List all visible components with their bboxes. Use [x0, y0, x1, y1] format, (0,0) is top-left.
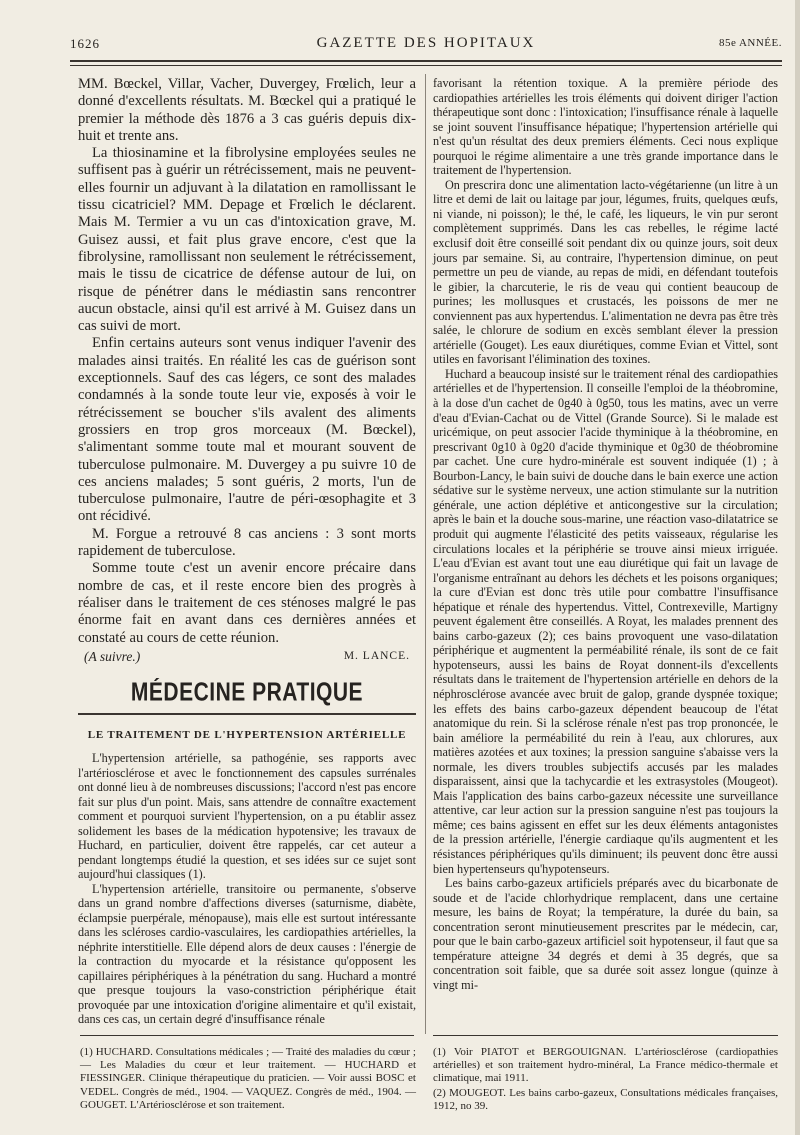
paragraph: favorisant la rétention toxique. A la première période des cardiopathies artérielles les trois éléments qui doivent diriger l'action thérapeutique sont donc : l'intoxication; l'insuffisance rénale à laquelle se joint souvent l'insuffisance hépatique; l'hypertension artérielle qui n'est qu'un résultat des deux premiers éléments. Ceci nous explique pourquoi le régime alimentaire a une très grande importance dans le traitement de l'hypertension. [433, 76, 778, 178]
section-title: MÉDECINE PRATIQUE [130, 678, 364, 707]
article-signature [78, 648, 416, 665]
left-column [78, 76, 416, 1027]
footnotes-left [80, 1046, 416, 1113]
footnote-rule-right [433, 1035, 778, 1036]
paragraph: Huchard a beaucoup insisté sur le traitement rénal des cardiopathies artérielles et de l'hypertension. Il conseille l'emploi de la théobromine, à la dose d'un cachet de 0g40 à 0g50, tous les matins, avec un verre d'eau d'Evian-Cachat ou de Vittel (Grande Source). Si le malade est uricémique, on peut associer l'acide thyminique à la théobromine, en prescrivant 0g10 à 0g20 d'acide thyminique et 0g30 de théobromine par cachet. Une cure hydro-minérale est souvent indiquée (1) ; à Bourbon-Lancy, le bain suivi de douche dans le bain exerce une action sédative sur le système nerveux, une action stimulante sur la nutrition générale, une action déplétive et anticongestive sur la circulation; après le bain et la douche sous-marine, une réaction vaso-dilatatrice se produit qui augmente l'élasticité des petits vaisseaux, régularise les circulations locales et la périphérie se trouve ainsi mieux irriguée. L'eau d'Evian est avant tout une eau diurétique qui fait un lavage de l'organisme entraînant au dehors les déchets et les poisons organiques; la cure d'Evian est donc très utile pour combattre l'insuffisance hépatique et rénale des hypertendus. Vittel, Contrexeville, Martigny peuvent également être conseillés. A Royat, les malades prennent des bains carbo-gazeux (2); ces bains provoquent une vaso-dilatation périphérique et augmentent la perméabilité rénale, ils sont de ce fait hypotenseurs, aussi les bains de Royat donnent-ils d'excellents résultats dans le traitement de l'hypertension artérielle en dehors de la néphrosclérose avancée avec bruit de galop, grande dyspnée toxique; les effets des bains carbo-gazeux dépendent beaucoup de l'état anatomique du rein. Si la sclérose rénale n'est pas trop prononcée, le bain améliore la perméabilité du rein à l'eau, aux chlorures, aux matières azotées et aux toxines; la pression sanguine s'abaisse vers la normale, les divers troubles subjectifs accusés par les malades disparaissent, ainsi que la tachycardie et les extrasystoles (Mougeot). Mais l'application des bains carbo-gazeux nécessite une surveillance attentive, car leur action sur la pression sanguine n'est pas toujours la même; ces bains agissent en effet sur les deux éléments antagonistes de la pression artérielle, l'énergie cardiaque qu'ils augmentent et les résistances périphériques qu'ils diminuent; ils peuvent donc être aussi bien hypertenseurs qu'hypotenseurs. [433, 366, 778, 876]
paragraph: M. Forgue a retrouvé 8 cas anciens : 3 sont morts rapidement de tuberculose. [78, 525, 416, 560]
to-be-continued: (A suivre.) [84, 648, 141, 664]
footnote: (1) HUCHARD. Consultations médicales ; — Traité des maladies du cœur ; — Les Maladies du cœur et leur traitement. — HUCHARD et FIESSINGER. Clinique thérapeutique du praticien. — Voir aussi BOSC et VEDEL. Congrès de méd., 1904. — VAQUEZ. Congrès de méd., 1904. — GOUGET. L'Artériosclérose et son traitement. [80, 1046, 416, 1111]
header-rule-thick [70, 60, 782, 62]
journal-title: GAZETTE DES HOPITAUX [316, 35, 536, 51]
previous-article-end [78, 76, 416, 665]
footnote: (2) MOUGEOT. Les bains carbo-gazeux, Consultations médicales françaises, 1912, no 39. [433, 1086, 778, 1112]
paragraph: L'hypertension artérielle, sa pathogénie, ses rapports avec l'artériosclérose et avec le fonctionnement des capsules surrénales ont donné lieu à de nombreuses discussions; l'accord n'est pas encore fait sur plus d'un point. Mais, sans attendre de connaître exactement comment et pourquoi survient l'hypertension, on a pu établir assez solidement les bases de la médication hypotensive; les travaux de Huchard, en particulier, doivent être rappelés, car cet auteur a pendant longtemps étudié la question, et ses idées sur ce sujet sont aujourd'hui classiques (1). [78, 751, 416, 882]
running-header [70, 36, 782, 56]
volume-year: 85e ANNÉE. [718, 37, 782, 49]
footnotes-right [433, 1046, 778, 1114]
paragraph: Enfin certains auteurs sont venus indiquer l'avenir des malades ainsi traités. En réalité les cas de guérison sont exceptionnels. Sauf des cas légers, ce sont des malades condamnés à la sonde toute leur vie, exposés à voir le rétrécissement se boucher s'ils avalent des aliments grossiers en trop gros morceaux (M. Bœckel), s'alimentant somme toute mal et mourant souvent de tuberculose pulmonaire. M. Duvergey a pu suivre 10 de ces anciens malades; 5 sont guéris, 2 morts, l'un de tuberculose pulmonaire, l'autre de péri-œsophagite et 3 ont récidivé. [78, 335, 416, 525]
article-title: LE TRAITEMENT DE L'HYPERTENSION ARTÉRIELLE [87, 729, 407, 742]
section-rule [78, 713, 416, 715]
right-column [433, 76, 778, 992]
paragraph: On prescrira donc une alimentation lacto-végétarienne (un litre à un litre et demi de lait ou laitage par jour, légumes, fruits, quelques œufs, ni viande, ni poisson); le thé, le café, les liqueurs, le vin pur seront complètement supprimés. Dans les cas rebelles, le régime lacté exclusif doit être conseillé soit pendant dix ou quinze jours, soit deux jours par semaine. Si, au contraire, l'hypertension diminue, on peut permettre un peu de viande, au repas de midi, en défendant toutefois le gibier, la charcuterie, le ris de veau qui contient beaucoup de purines; les mollusques et crustacés, les poissons de mer ne conviennent pas aux hypertendus. L'alimentation ne devra pas être très salée, le chlorure de sodium en excès semblant élever la pression artérielle (Gouget). Les eaux diurétiques, comme Evian et Vittel, sont utiles en favorisant l'élimination des toxines. [433, 177, 778, 367]
column-separator [425, 74, 426, 1034]
author-name: M. LANCE. [343, 649, 410, 662]
article-body [78, 751, 416, 1027]
footnote: (1) Voir PIATOT et BERGOUIGNAN. L'artériosclérose (cardiopathies artérielles) et son traitement hydro-minéral, La France médico-thermale et climatique, mai 1911. [433, 1046, 778, 1085]
page-number: 1626 [70, 36, 100, 51]
footnote-rule-left [80, 1035, 414, 1036]
header-rule-thin [70, 65, 782, 66]
paragraph: L'hypertension artérielle, transitoire ou permanente, s'observe dans un grand nombre d'affections diverses (saturnisme, diabète, éclampsie puerpérale, ménopause), mais elle est surtout intéressante dans les scléroses cardio-vasculaires, les cardiopathies artérielles, la néphrite interstitielle. Elle dépend alors de deux causes : l'énergie de la contraction du myocarde et la résistance qu'opposent les capillaires périphériques à la pénétration du sang. Huchard a montré que presque toujours la vaso-constriction périphérique était provoquée par une intoxication d'origine alimentaire et qu'il existait, dans ces cas, un certain degré d'insuffisance rénale [78, 881, 416, 1027]
paragraph: La thiosinamine et la fibrolysine employées seules ne suffisent pas à guérir un rétrécissement, mais ne peuvent-elles fournir un adjuvant à la dilatation en ramollissant le tissu cicatriciel? MM. Depage et Frœlich le déclarent. Mais M. Termier a vu un cas d'intoxication grave, M. Guisez aussi, et fait plus grave encore, c'est que la fibrolysine, ramollissant non seulement le rétrécissement, mais le tissu de cicatrice de défense autour de lui, on risque de pénétrer dans le médiastin sans rencontrer aucun obstacle, ainsi qu'il est arrivé à M. Guisez dans un cas suivi de mort. [78, 145, 416, 335]
page-edge [795, 0, 800, 1135]
paragraph: Les bains carbo-gazeux artificiels préparés avec du bicarbonate de soude et de l'acide chlorhydrique remplacent, dans une certaine mesure, les bains de Royat; la température, la durée du bain, sa concentration seront minutieusement prescrites par le médecin, car, pour que le bain carbo-gazeux artificiel soit hypotenseur, il faut que sa température atteigne 34 degrés et demi à 35 degrés, que sa concentration soit faible, que sa durée soit assez longue (quinze à vingt mi- [433, 876, 778, 992]
paragraph: Somme toute c'est un avenir encore précaire dans nombre de cas, et il reste encore bien des progrès à réaliser dans le traitement de ces sténoses malgré le pas énorme fait en avant dans ces dernières années et constaté au cours de cette réunion. [78, 560, 416, 646]
paragraph: MM. Bœckel, Villar, Vacher, Duvergey, Frœlich, leur a donné d'excellents résultats. M. Bœckel qui a pratiqué le premier la méthode dès 1876 a 3 cas guéris depuis dix-huit et trente ans. [78, 76, 416, 144]
